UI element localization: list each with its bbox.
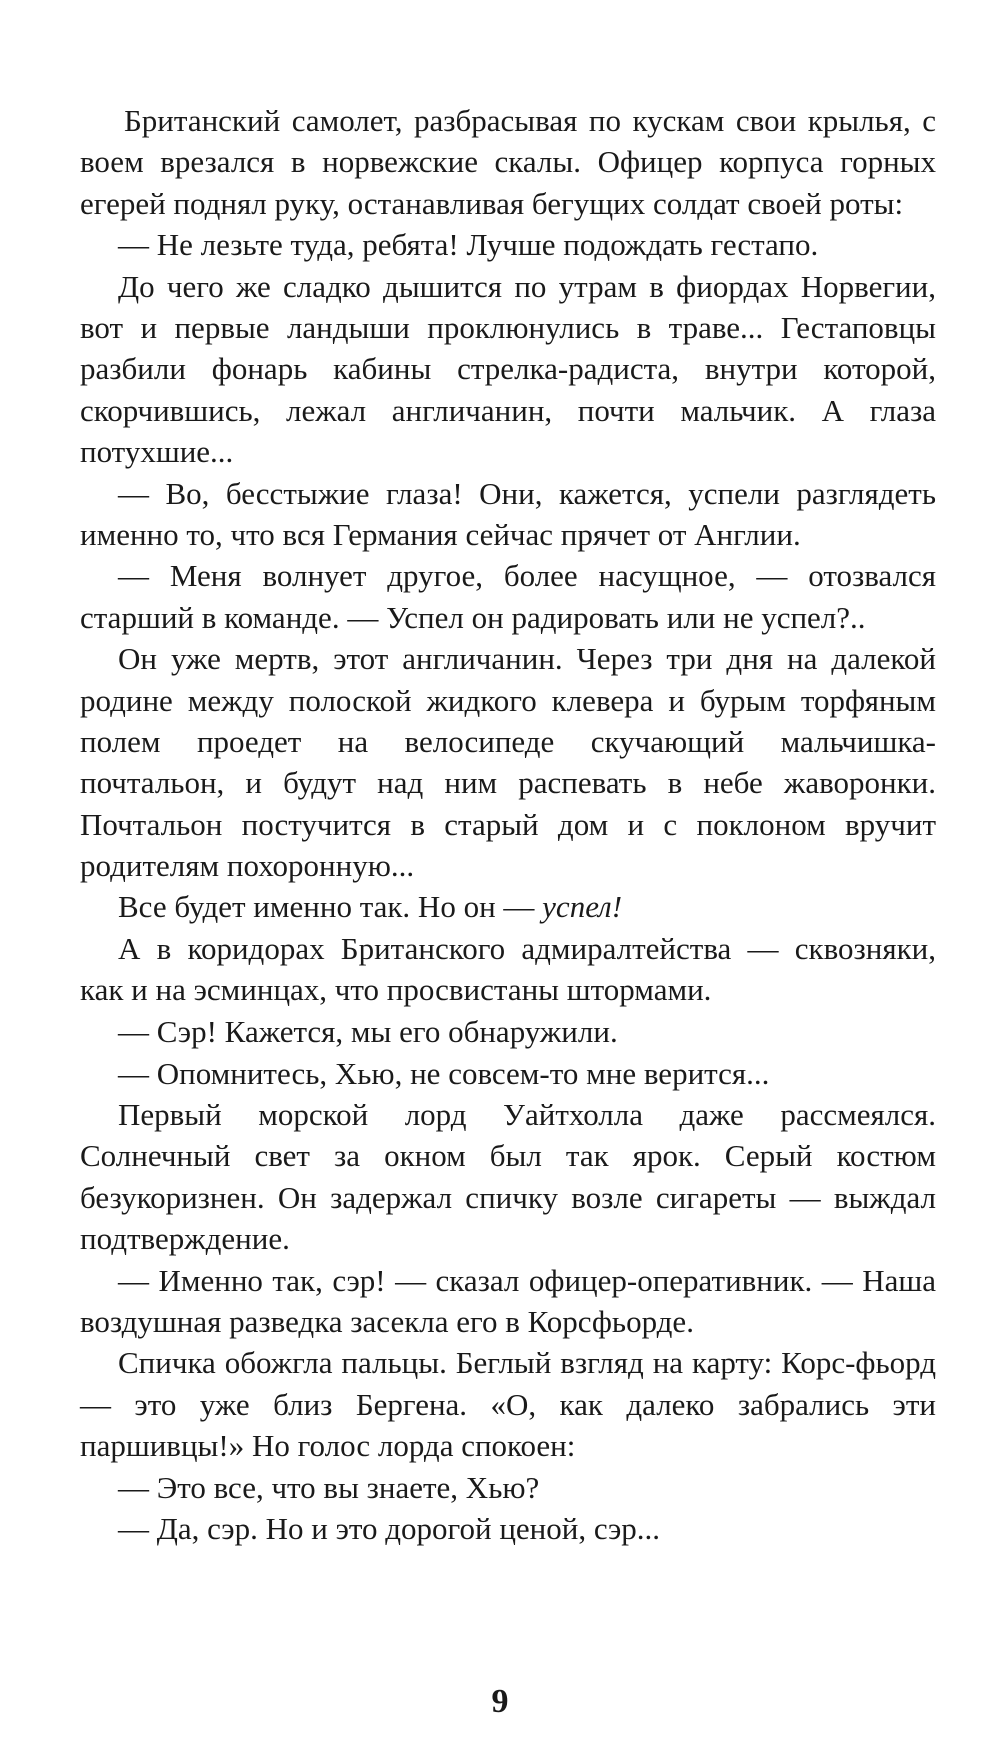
paragraph: Он уже мертв, этот англичанин. Через три дня на далекой родине между полоской жидкого клевера и бурым торфяным полем проедет на велосипеде скучающий мальчишка-почтальон, и будут над ним распевать в небе жаворонки. Почтальон постучится в старый дом и с поклоном вручит родителям похоронную... [80,641,936,883]
paragraph: — Это все, что вы знаете, Хью? [118,1469,540,1505]
book-page-text [80,100,936,1550]
paragraph: — Во, бесстыжие глаза! Они, кажется, успели разглядеть именно то, что вся Германия сейчас прячет от Англии. [80,475,936,552]
paragraph-text: Все будет именно так. Но он — [118,889,543,925]
paragraph: — Меня волнует другое, более насущное, — отозвался старший в команде. — Успел он радировать или не успел?.. [80,558,936,635]
paragraph: А в коридорах Британского адмиралтейства — сквозняки, как и на эсминцах, что просвистаны штормами. [80,931,936,1008]
paragraph: — Опомнитесь, Хью, не совсем-то мне верится... [118,1055,770,1091]
paragraph [80,886,936,927]
paragraph: — Сэр! Кажется, мы его обнаружили. [118,1013,618,1049]
paragraph: Первый морской лорд Уайтхолла даже рассмеялся. Солнечный свет за окном был так ярок. Серый костюм безукоризнен. Он задержал спичку возле сигареты — выждал подтверждение. [80,1097,936,1256]
paragraph: — Не лезьте туда, ребята! Лучше подождать гестапо. [118,227,819,263]
italic-emphasis: успел! [542,889,623,925]
page-number: 9 [491,1683,509,1720]
paragraph: Спичка обожгла пальцы. Беглый взгляд на карту: Корс-фьорд — это уже близ Бергена. «О, как далеко забрались эти паршивцы!» Но голос лорда спокоен: [80,1345,936,1464]
paragraph: — Именно так, сэр! — сказал офицер-оперативник. — Наша воздушная разведка засекла его в Корсфьорде. [80,1262,936,1339]
paragraph: — Да, сэр. Но и это дорогой ценой, сэр... [118,1511,661,1547]
paragraph: Британский самолет, разбрасывая по кускам свои крылья, с воем врезался в норвежские скалы. Офицер корпуса горных егерей поднял руку, останавливая бегущих солдат своей роты: [80,103,936,221]
paragraph: До чего же сладко дышится по утрам в фиордах Норвегии, вот и первые ландыши проклюнулись в траве... Гестаповцы разбили фонарь кабины стрелка-радиста, внутри которой, скорчившись, лежал англичанин, почти мальчик. А глаза потухшие... [80,268,936,469]
